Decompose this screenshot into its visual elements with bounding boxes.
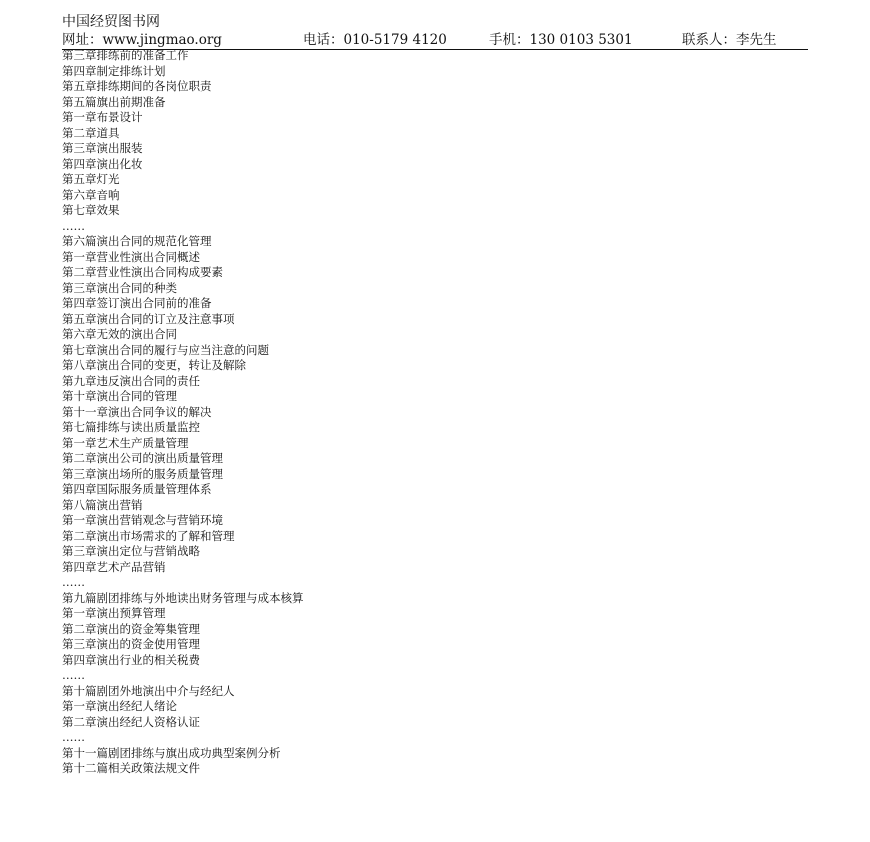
phone-text: 电话：010-5179 4120	[303, 32, 447, 48]
toc-entry: 第十章演出合同的管理	[62, 389, 177, 403]
toc-entry: 第一章演出预算管理	[62, 606, 166, 620]
toc-entry: 第二章演出经纪人资格认证	[62, 714, 200, 729]
toc-entry: 第三章演出服装	[62, 141, 143, 155]
toc-entry: 第五章排练期间的各岗位职责	[62, 79, 212, 93]
toc-entry: 第一章营业性演出合同概述	[62, 249, 200, 264]
toc-entry: 第十一章演出合同争议的解决	[62, 404, 212, 419]
toc-entry: 第八章演出合同的变更，转让及解除	[62, 358, 246, 372]
toc-entry: 第五篇旗出前期准备	[62, 94, 166, 109]
toc-entry: 第十二篇相关政策法规文件	[62, 761, 200, 775]
toc-entry: 第九篇剧团排练与外地读出财务管理与成本核算	[62, 590, 304, 605]
toc-ellipsis: ……	[62, 668, 85, 682]
toc-entry: 第四章演出化妆	[62, 156, 143, 171]
toc-entry: 第四章签订演出合同前的准备	[62, 296, 212, 310]
toc-entry: 第四章制定排练计划	[62, 63, 166, 78]
site-title: 中国经贸图书网	[62, 14, 160, 30]
toc-entry: 第四章艺术产品营销	[62, 559, 166, 574]
toc-entry: 第六章无效的演出合同	[62, 327, 177, 341]
toc-ellipsis: ……	[62, 575, 85, 589]
toc-entry: 第七章效果	[62, 203, 120, 217]
toc-entry: 第二章营业性演出合同构成要素	[62, 265, 223, 279]
toc-entry: 第二章演出公司的演出质量管理	[62, 451, 223, 465]
mobile-text: 手机：130 0103 5301	[489, 32, 633, 48]
page-header	[62, 13, 808, 50]
toc-ellipsis: ……	[62, 730, 85, 744]
toc-entry: 第三章演出合同的种类	[62, 280, 177, 295]
toc-entry: 第二章道具	[62, 125, 120, 140]
toc-entry: 第四章演出行业的相关税费	[62, 652, 200, 667]
toc-entry: 第三章演出的资金使用管理	[62, 637, 200, 651]
toc-entry: 第六篇演出合同的规范化管理	[62, 234, 212, 248]
toc-entry: 第六章音响	[62, 187, 120, 202]
toc-entry: 第三章演出场所的服务质量管理	[62, 466, 223, 481]
toc-entry: 第二章演出市场需求的了解和管理	[62, 528, 235, 543]
toc-entry: 第三章排练前的准备工作	[62, 48, 189, 62]
website-text: 网址：www.jingmao.org	[62, 32, 222, 48]
toc-entry: 第二章演出的资金筹集管理	[62, 621, 200, 636]
toc-entry: 第七章演出合同的履行与应当注意的问题	[62, 342, 269, 357]
toc-entry: 第八篇演出营销	[62, 497, 143, 512]
toc-entry: 第九章违反演出合同的责任	[62, 373, 200, 388]
table-of-contents	[62, 48, 304, 777]
toc-entry: 第十一篇剧团排练与旗出成功典型案例分析	[62, 745, 281, 760]
contact-person-text: 联系人：李先生	[682, 32, 777, 48]
toc-entry: 第一章布景设计	[62, 110, 143, 124]
toc-entry: 第一章艺术生产质量管理	[62, 435, 189, 450]
toc-entry: 第七篇排练与读出质量监控	[62, 420, 200, 434]
toc-ellipsis: ……	[62, 218, 85, 233]
toc-entry: 第十篇剧团外地演出中介与经纪人	[62, 683, 235, 698]
toc-entry: 第一章演出经纪人绪论	[62, 699, 177, 713]
toc-entry: 第五章灯光	[62, 172, 120, 186]
toc-entry: 第四章国际服务质量管理体系	[62, 482, 212, 496]
toc-entry: 第五章演出合同的订立及注意事项	[62, 311, 235, 326]
toc-entry: 第一章演出营销观念与营销环境	[62, 513, 223, 527]
toc-entry: 第三章演出定位与营销战略	[62, 544, 200, 558]
